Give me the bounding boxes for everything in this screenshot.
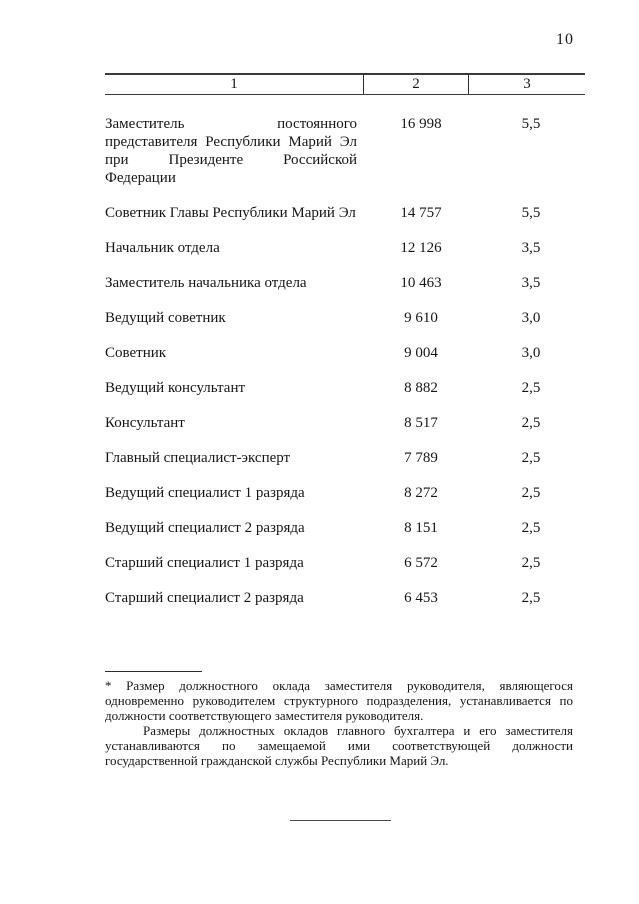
table-cell-ratio: 3,5 xyxy=(521,240,541,256)
table-header-cell-position: 1 xyxy=(230,76,238,92)
table-row xyxy=(105,309,585,327)
table-cell-salary: 6 453 xyxy=(404,590,438,606)
table-cell-position: Советник Главы Республики Марий Эл xyxy=(105,205,356,221)
table-cell-ratio: 2,5 xyxy=(521,520,541,536)
table-cell-salary: 9 004 xyxy=(404,345,438,361)
table-cell-position: Ведущий специалист 1 разряда xyxy=(105,485,305,501)
table-cell-ratio: 2,5 xyxy=(521,415,541,431)
table-cell-ratio: 3,0 xyxy=(521,345,541,361)
table-row xyxy=(105,414,585,432)
table-cell-ratio: 5,5 xyxy=(521,205,541,221)
table-header-cell-salary: 2 xyxy=(363,75,468,94)
table-cell-ratio: 2,5 xyxy=(521,590,541,606)
table-cell-position: Начальник отдела xyxy=(105,240,220,256)
footnote-paragraph-2: Размеры должностных окладов главного бухгалтера и его заместителя устанавливаются по замещаемой ими соответствующей должности государственной гражданской службы Республики Марий Эл. xyxy=(105,723,573,768)
salary-table xyxy=(105,73,585,624)
table-cell-salary: 7 789 xyxy=(404,450,438,466)
table-cell-salary: 8 517 xyxy=(404,415,438,431)
footnote-paragraph-1: * Размер должностного оклада заместителя руководителя, являющегося одновременно руководителем структурного подразделения, устанавливается по должности соответствующего заместителя руководителя. xyxy=(105,678,573,723)
table-cell-ratio: 3,5 xyxy=(521,275,541,291)
table-cell-position: Заместитель постоянного представителя Республики Марий Эл при Президенте Российской Федерации xyxy=(105,116,357,186)
table-row xyxy=(105,519,585,537)
table-cell-ratio: 2,5 xyxy=(521,555,541,571)
table-cell-salary: 10 463 xyxy=(400,275,442,291)
footnote-separator-line xyxy=(105,671,202,672)
table-row xyxy=(105,239,585,257)
table-row xyxy=(105,115,585,187)
table-row xyxy=(105,344,585,362)
table-cell-salary: 8 882 xyxy=(404,380,438,396)
table-cell-position: Главный специалист-эксперт xyxy=(105,450,291,466)
table-cell-ratio: 2,5 xyxy=(521,450,541,466)
footnote xyxy=(105,671,573,768)
table-cell-position: Консультант xyxy=(105,415,185,431)
table-body xyxy=(105,115,585,607)
table-row xyxy=(105,449,585,467)
table-cell-position: Ведущий специалист 2 разряда xyxy=(105,520,305,536)
page-number: 10 xyxy=(556,31,574,48)
table-row xyxy=(105,554,585,572)
table-cell-ratio: 3,0 xyxy=(521,310,541,326)
table-cell-salary: 8 272 xyxy=(404,485,438,501)
table-row xyxy=(105,484,585,502)
table-cell-position: Ведущий консультант xyxy=(105,380,246,396)
table-cell-position: Старший специалист 1 разряда xyxy=(105,555,304,571)
table-row xyxy=(105,274,585,292)
table-cell-position: Ведущий советник xyxy=(105,310,226,326)
table-row xyxy=(105,379,585,397)
table-cell-position: Старший специалист 2 разряда xyxy=(105,590,304,606)
table-cell-salary: 9 610 xyxy=(404,310,438,326)
table-cell-position: Заместитель начальника отдела xyxy=(105,275,307,291)
table-header-cell-ratio: 3 xyxy=(468,75,585,94)
table-cell-position: Советник xyxy=(105,345,167,361)
table-header-row xyxy=(105,73,585,95)
table-cell-salary: 14 757 xyxy=(400,205,442,221)
bottom-divider-line xyxy=(290,820,391,821)
table-cell-salary: 16 998 xyxy=(400,116,442,132)
table-row xyxy=(105,204,585,222)
table-cell-ratio: 2,5 xyxy=(521,380,541,396)
table-cell-ratio: 2,5 xyxy=(521,485,541,501)
table-row xyxy=(105,589,585,607)
table-cell-ratio: 5,5 xyxy=(521,116,541,132)
table-cell-salary: 12 126 xyxy=(400,240,442,256)
table-cell-salary: 6 572 xyxy=(404,555,438,571)
table-cell-salary: 8 151 xyxy=(404,520,438,536)
